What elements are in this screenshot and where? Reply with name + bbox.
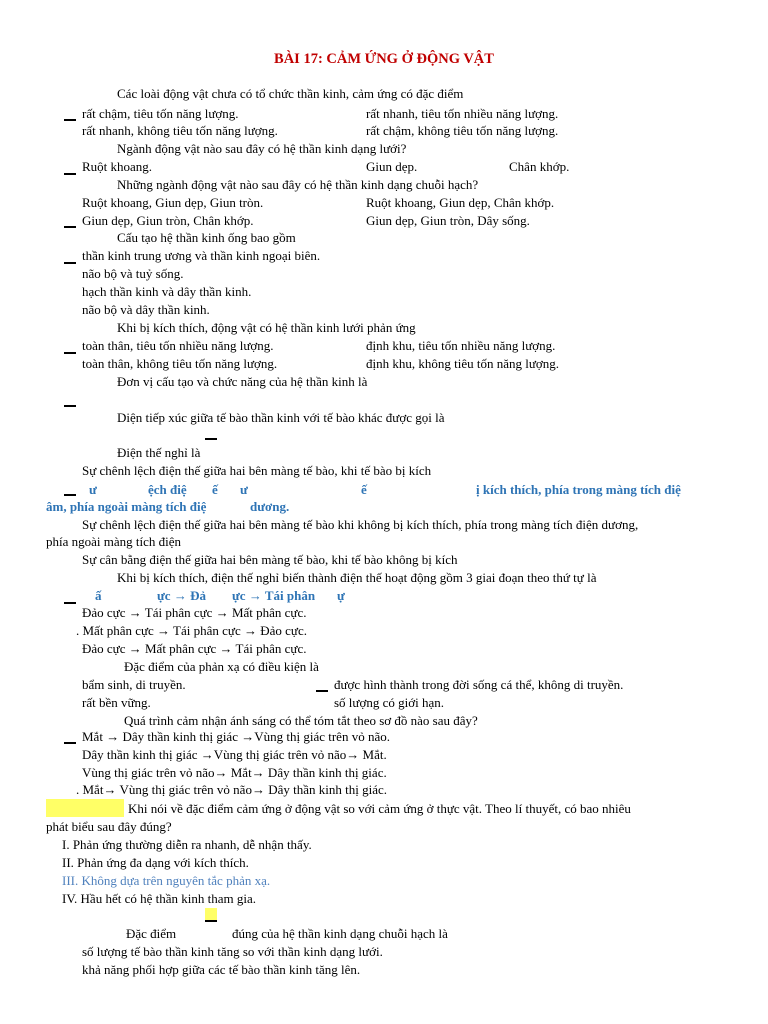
- text-line: Quá trình cảm nhận ánh sáng có thể tóm tắt theo sơ đồ nào sau đây?: [124, 713, 478, 728]
- text-line: Dây thần kinh thị giác →Vùng thị giác trên vỏ não→ Mắt.: [82, 747, 387, 762]
- highlight-mark: [205, 908, 217, 920]
- text-line: Ruột khoang.: [82, 159, 153, 174]
- text-line: Các loài động vật chưa có tổ chức thần kinh, cảm ứng có đặc điểm: [117, 86, 464, 101]
- text-line: ấ: [95, 588, 102, 603]
- text-line: âm, phía ngoài màng tích điệ: [46, 499, 207, 514]
- text-line: Ruột khoang, Giun dẹp, Chân khớp.: [366, 195, 555, 210]
- text-line: dương.: [250, 499, 290, 514]
- text-line: định khu, không tiêu tốn năng lượng.: [366, 356, 560, 371]
- statement-iii: III. Không dựa trên nguyên tắc phản xạ.: [62, 873, 271, 888]
- text-line: ệch điệ: [148, 482, 187, 497]
- answer-blank-marker: [64, 494, 76, 496]
- answer-blank-marker: [64, 602, 76, 604]
- answer-blank-marker: [64, 262, 76, 264]
- text-line: Sự chênh lệch điện thế giữa hai bên màng tế bào khi không bị kích thích, phía trong màng tích điện dương,: [82, 517, 639, 532]
- answer-blank-marker: [205, 920, 217, 922]
- text-line: hạch thần kinh và dây thần kinh.: [82, 284, 252, 299]
- text-line: số lượng tế bào thần kinh tăng so với thần kinh dạng lưới.: [82, 944, 383, 959]
- text-line: ực → Đả: [157, 588, 206, 603]
- text-line: Khi bị kích thích, điện thế nghỉ biến thành điện thế hoạt động gồm 3 giai đoạn theo thứ tự là: [117, 570, 597, 585]
- text-line: Chân khớp.: [509, 159, 570, 174]
- text-line: thần kinh trung ương và thần kinh ngoại biên.: [82, 248, 321, 263]
- text-line: rất chậm, tiêu tốn năng lượng.: [82, 106, 239, 121]
- text-line: Khi bị kích thích, động vật có hệ thần kinh lưới phản ứng: [117, 320, 416, 335]
- answer-blank-marker: [64, 119, 76, 121]
- text-line: . Mắt→ Vùng thị giác trên vỏ não→ Dây thần kinh thị giác.: [76, 782, 387, 797]
- text-line: rất bền vững.: [82, 695, 151, 710]
- text-line: Đảo cực → Mất phân cực → Tái phân cực.: [82, 641, 307, 656]
- text-line: . Mất phân cực → Tái phân cực → Đảo cực.: [76, 623, 307, 638]
- text-line: Sự cân bằng điện thế giữa hai bên màng tế bào, khi tế bào không bị kích: [82, 552, 458, 567]
- text-line: I. Phản ứng thường diễn ra nhanh, dễ nhận thấy.: [62, 837, 312, 852]
- text-line: ế: [212, 482, 218, 497]
- text-line: Giun dẹp.: [366, 159, 418, 174]
- text-line: ư: [240, 482, 248, 497]
- highlight-mark: [46, 799, 124, 817]
- text-line: định khu, tiêu tốn nhiều năng lượng.: [366, 338, 556, 353]
- text-line: não bộ và tuỷ sống.: [82, 266, 184, 281]
- text-line: Điện thế nghỉ là: [117, 445, 201, 460]
- text-line: ế: [361, 482, 367, 497]
- text-line: Giun dẹp, Giun tròn, Dây sống.: [366, 213, 530, 228]
- text-line: phát biểu sau đây đúng?: [46, 819, 172, 834]
- text-line: Mắt → Dây thần kinh thị giác →Vùng thị giác trên vỏ não.: [82, 729, 390, 744]
- text-line: Đơn vị cấu tạo và chức năng của hệ thần kinh là: [117, 374, 368, 389]
- text-line: Giun dẹp, Giun tròn, Chân khớp.: [82, 213, 254, 228]
- text-line: II. Phản ứng đa dạng với kích thích.: [62, 855, 249, 870]
- text-line: toàn thân, tiêu tốn nhiều năng lượng.: [82, 338, 274, 353]
- text-line: ực → Tái phân: [232, 588, 316, 603]
- page-title: BÀI 17: CẢM ỨNG Ở ĐỘNG VẬT: [274, 51, 494, 67]
- text-line: rất chậm, không tiêu tốn năng lượng.: [366, 123, 559, 138]
- text-line: Khi nói về đặc điểm cảm ứng ở động vật so với cảm ứng ở thực vật. Theo lí thuyết, có bao nhiêu: [128, 801, 631, 816]
- text-line: phía ngoài màng tích điện: [46, 534, 182, 549]
- text-line: Vùng thị giác trên vỏ não→ Mắt→ Dây thần kinh thị giác.: [82, 765, 387, 780]
- text-line: Ngành động vật nào sau đây có hệ thần kinh dạng lưới?: [117, 141, 407, 156]
- text-line: Ruột khoang, Giun dẹp, Giun tròn.: [82, 195, 264, 210]
- text-line: số lượng có giới hạn.: [334, 695, 444, 710]
- answer-blank-marker: [64, 352, 76, 354]
- answer-blank-marker: [64, 226, 76, 228]
- text-line: IV. Hầu hết có hệ thần kinh tham gia.: [62, 891, 256, 906]
- text-line: não bộ và dây thần kinh.: [82, 302, 210, 317]
- answer-blank-marker: [64, 405, 76, 407]
- answer-blank-marker: [205, 438, 217, 440]
- text-line: ự: [337, 588, 345, 603]
- text-line: Những ngành động vật nào sau đây có hệ thần kinh dạng chuỗi hạch?: [117, 177, 479, 192]
- text-line: rất nhanh, không tiêu tốn năng lượng.: [82, 123, 278, 138]
- text-line: đúng của hệ thần kinh dạng chuỗi hạch là: [232, 926, 448, 941]
- text-line: ị kích thích, phía trong màng tích điệ: [476, 482, 681, 497]
- text-line: được hình thành trong đời sống cá thể, không di truyền.: [334, 677, 624, 692]
- text-line: Cấu tạo hệ thần kinh ống bao gồm: [117, 230, 296, 245]
- text-line: Diện tiếp xúc giữa tế bào thần kinh với tế bào khác được gọi là: [117, 410, 445, 425]
- text-line: khả năng phối hợp giữa các tế bào thần kinh tăng lên.: [82, 962, 361, 977]
- text-line: Đặc điểm của phản xạ có điều kiện là: [124, 659, 319, 674]
- text-line: ư: [89, 482, 97, 497]
- text-line: Đặc điểm: [126, 926, 177, 941]
- text-line: rất nhanh, tiêu tốn nhiều năng lượng.: [366, 106, 559, 121]
- answer-blank-marker: [64, 742, 76, 744]
- answer-blank-marker: [64, 173, 76, 175]
- text-line: toàn thân, không tiêu tốn năng lượng.: [82, 356, 278, 371]
- text-line: Sự chênh lệch điện thế giữa hai bên màng tế bào, khi tế bào bị kích: [82, 463, 432, 478]
- answer-blank-marker: [316, 690, 328, 692]
- text-line: Đảo cực → Tái phân cực → Mất phân cực.: [82, 605, 307, 620]
- text-line: bẩm sinh, di truyền.: [82, 677, 186, 692]
